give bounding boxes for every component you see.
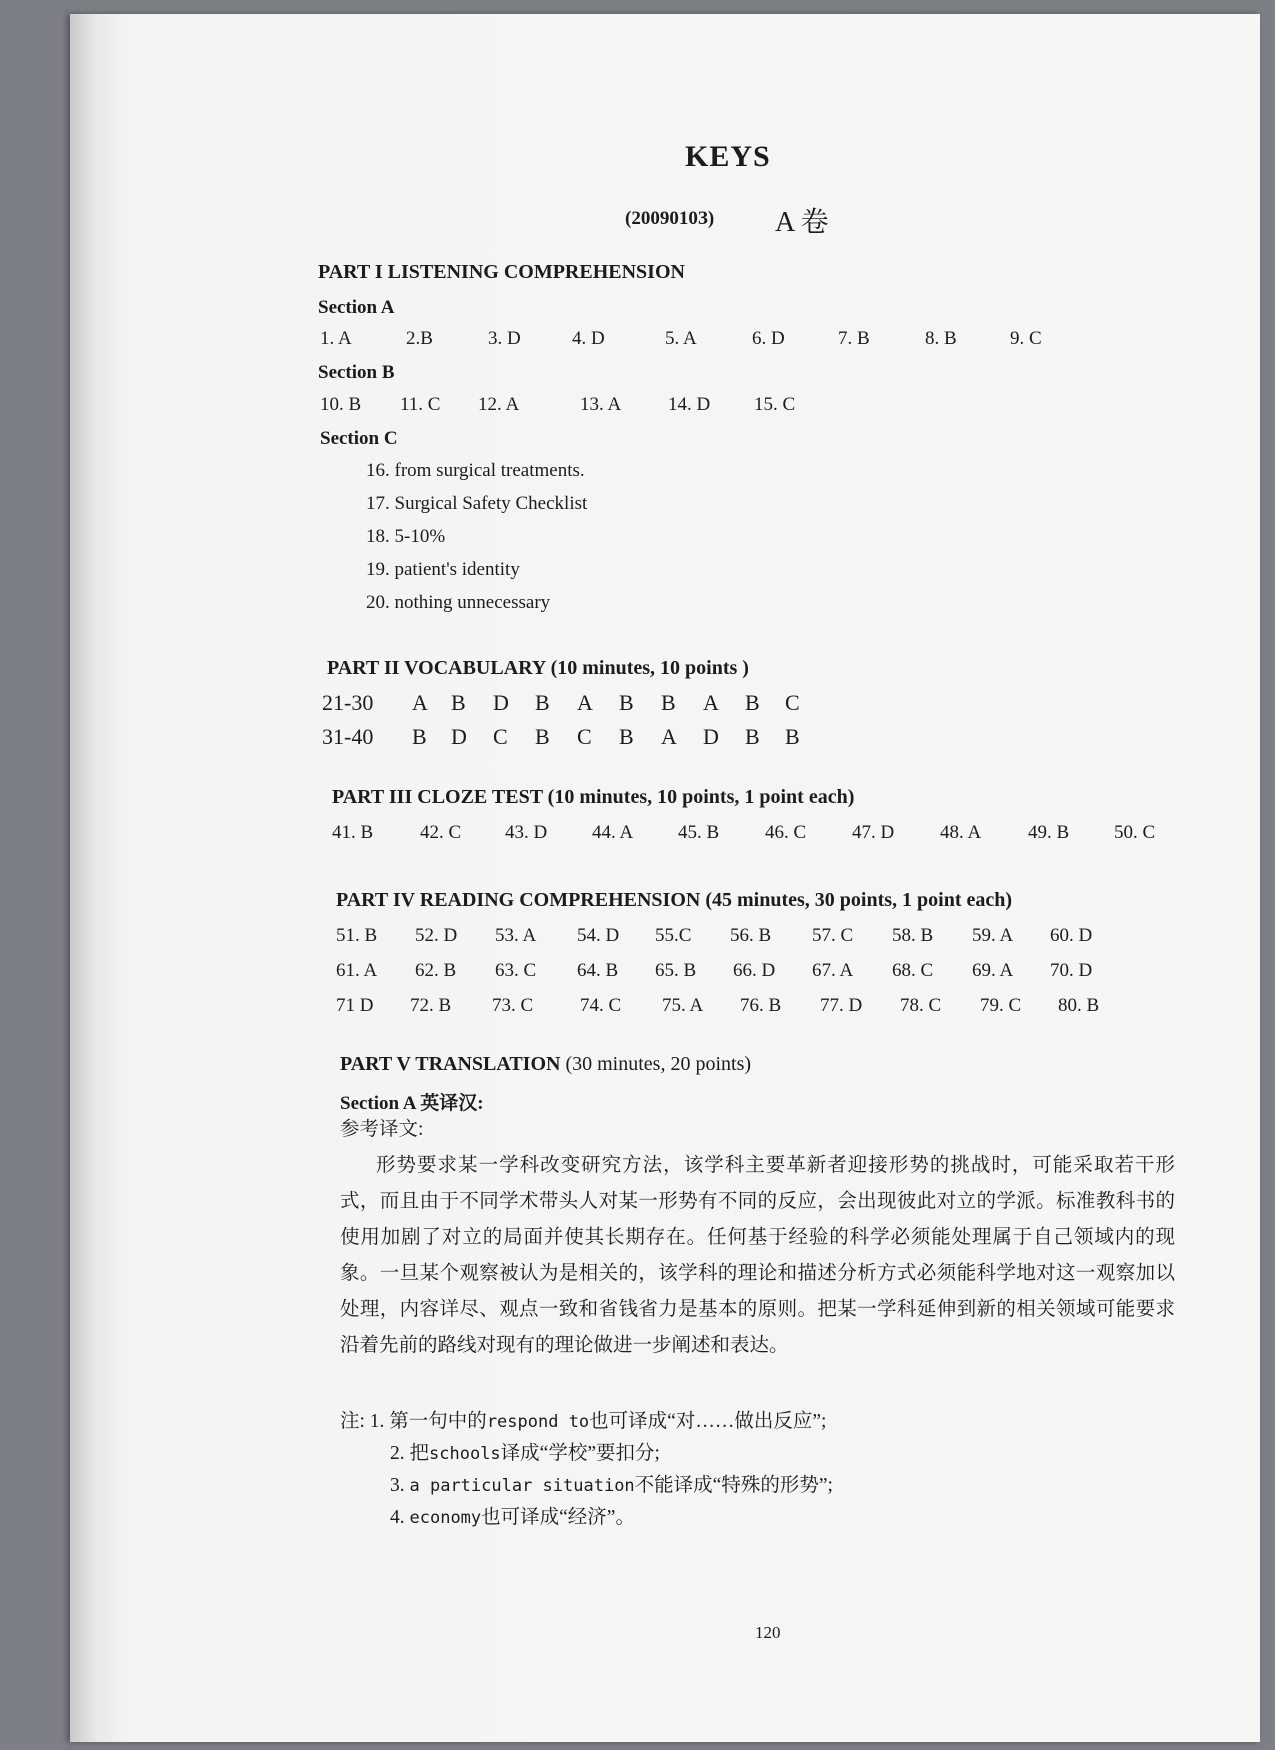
note-1 bbox=[340, 1404, 826, 1440]
answer-54: 54. D bbox=[577, 925, 620, 946]
answer-15: 15. C bbox=[754, 394, 796, 415]
answer-45: 45. B bbox=[678, 822, 720, 843]
vocab-answer: B bbox=[745, 724, 760, 749]
vocab-answer: D bbox=[703, 724, 719, 749]
vocab-answer: A bbox=[577, 690, 593, 715]
answer-3: 3. D bbox=[488, 328, 521, 349]
answer-14: 14. D bbox=[668, 394, 711, 415]
answer-5: 5. A bbox=[665, 328, 697, 349]
answer-9: 9. C bbox=[1010, 328, 1042, 349]
vocab-answer: D bbox=[493, 690, 509, 715]
answer-75: 75. A bbox=[662, 995, 704, 1016]
answer-71: 71 D bbox=[336, 995, 374, 1016]
answer-20: 20. nothing unnecessary bbox=[366, 592, 551, 613]
answer-16: 16. from surgical treatments. bbox=[366, 460, 585, 481]
answer-69: 69. A bbox=[972, 960, 1014, 981]
answer-56: 56. B bbox=[730, 925, 772, 946]
answer-65: 65. B bbox=[655, 960, 697, 981]
vocab-answer: A bbox=[703, 690, 719, 715]
vocab-answer: C bbox=[577, 724, 592, 749]
answer-60: 60. D bbox=[1050, 925, 1093, 946]
translation-text: 形势要求某一学科改变研究方法，该学科主要革新者迎接形势的挑战时，可能采取若干形式，而且由于不同学术带头人对某一形势有不同的反应，会出现彼此对立的学派。标准教科书的使用加剧了对立的局面并使其长期存在。任何基于经验的科学必须能处理属于自己领域内的现象。一旦某个观察被认为是相关的，该学科的理论和描述分析方式必须能科学地对这一观察加以处理，内容详尽、观点一致和省钱省力是基本的原则。把某一学科延伸到新的相关领域可能要求沿着先前的路线对现有的理论做进一步阐述和表达。 bbox=[340, 1155, 1175, 1356]
part5-heading-rest: (30 minutes, 20 points) bbox=[560, 1053, 752, 1075]
answer-63: 63. C bbox=[495, 960, 537, 981]
answer-50: 50. C bbox=[1114, 822, 1156, 843]
answer-57: 57. C bbox=[812, 925, 854, 946]
vocab-answer: D bbox=[451, 724, 467, 749]
answer-80: 80. B bbox=[1058, 995, 1100, 1016]
answer-53: 53. A bbox=[495, 925, 537, 946]
answer-8: 8. B bbox=[925, 328, 957, 349]
vocab-answer: C bbox=[785, 690, 800, 715]
answer-59: 59. A bbox=[972, 925, 1014, 946]
page-number: 120 bbox=[755, 1623, 781, 1642]
part4-heading: PART IV READING COMPREHENSION (45 minutes, 30 points, 1 point each) bbox=[336, 889, 1013, 911]
answer-48: 48. A bbox=[940, 822, 982, 843]
answer-18: 18. 5-10% bbox=[366, 526, 446, 547]
note-4-post: 也可译成“经济”。 bbox=[481, 1507, 635, 1528]
part5-section-a-heading: Section A 英译汉: bbox=[340, 1093, 484, 1114]
answer-61: 61. A bbox=[336, 960, 378, 981]
part1-section-c-heading: Section C bbox=[320, 428, 398, 449]
answer-77: 77. D bbox=[820, 995, 863, 1016]
part5-heading bbox=[340, 1053, 751, 1076]
vocab-answer: B bbox=[745, 690, 760, 715]
answer-10: 10. B bbox=[320, 394, 362, 415]
paper-code: (2009010З) bbox=[625, 208, 715, 229]
answer-52: 52. D bbox=[415, 925, 458, 946]
answer-64: 64. B bbox=[577, 960, 619, 981]
vocab-answer: B bbox=[451, 690, 466, 715]
answer-67: 67. A bbox=[812, 960, 854, 981]
vocab-answer: B bbox=[412, 724, 427, 749]
part1-section-b-heading: Section B bbox=[318, 362, 395, 383]
paper-label: A 卷 bbox=[775, 207, 829, 238]
part3-heading: PART III CLOZE TEST (10 minutes, 10 points, 1 point each) bbox=[332, 786, 855, 808]
note-2-code: schools bbox=[429, 1444, 501, 1464]
answer-73: 73. C bbox=[492, 995, 534, 1016]
reference-translation-label: 参考译文: bbox=[340, 1119, 424, 1140]
vocab-range: 31-40 bbox=[322, 724, 374, 749]
answer-11: 11. C bbox=[400, 394, 441, 415]
vocab-answer: B bbox=[535, 724, 550, 749]
part2-heading: PART II VOCABULARY (10 minutes, 10 points ) bbox=[327, 657, 749, 679]
answer-62: 62. B bbox=[415, 960, 457, 981]
vocab-answer: A bbox=[661, 724, 677, 749]
answer-70: 70. D bbox=[1050, 960, 1093, 981]
page-title: KEYS bbox=[685, 140, 771, 173]
answer-2: 2.B bbox=[406, 328, 433, 349]
answer-55: 55.C bbox=[655, 925, 692, 946]
answer-44: 44. A bbox=[592, 822, 634, 843]
vocab-answer: C bbox=[493, 724, 508, 749]
answer-66: 66. D bbox=[733, 960, 776, 981]
vocab-answer: B bbox=[535, 690, 550, 715]
answer-13: 13. A bbox=[580, 394, 622, 415]
note-3 bbox=[390, 1468, 833, 1504]
answer-47: 47. D bbox=[852, 822, 895, 843]
note-4 bbox=[390, 1500, 635, 1536]
vocab-answer: B bbox=[619, 724, 634, 749]
answer-7: 7. B bbox=[838, 328, 870, 349]
answer-46: 46. C bbox=[765, 822, 807, 843]
note-2-number: 2. bbox=[390, 1443, 405, 1464]
answer-12: 12. A bbox=[478, 394, 520, 415]
note-1-number: 注: 1. bbox=[340, 1411, 385, 1432]
note-4-number: 4. bbox=[390, 1507, 405, 1528]
vocab-answer: B bbox=[661, 690, 676, 715]
answer-58: 58. B bbox=[892, 925, 934, 946]
answer-74: 74. C bbox=[580, 995, 622, 1016]
part1-heading: PART I LISTENING COMPREHENSION bbox=[318, 261, 685, 283]
vocab-answer: B bbox=[785, 724, 800, 749]
part1-section-a-heading: Section A bbox=[318, 297, 395, 318]
answer-43: 43. D bbox=[505, 822, 548, 843]
answer-19: 19. patient's identity bbox=[366, 559, 520, 580]
note-3-number: 3. bbox=[390, 1475, 405, 1496]
note-1-pre: 第一句中的 bbox=[389, 1411, 487, 1432]
answer-68: 68. C bbox=[892, 960, 934, 981]
answer-78: 78. C bbox=[900, 995, 942, 1016]
vocab-range: 21-30 bbox=[322, 690, 374, 715]
reference-translation-paragraph bbox=[340, 1148, 1175, 1364]
answer-42: 42. C bbox=[420, 822, 462, 843]
note-1-code: respond to bbox=[486, 1412, 590, 1432]
note-3-post: 不能译成“特殊的形势”; bbox=[634, 1475, 833, 1496]
vocab-answer: A bbox=[412, 690, 428, 715]
part5-heading-bold: PART V TRANSLATION bbox=[340, 1053, 561, 1075]
answer-72: 72. B bbox=[410, 995, 452, 1016]
note-2 bbox=[390, 1436, 660, 1472]
answer-51: 51. B bbox=[336, 925, 378, 946]
answer-1: 1. A bbox=[320, 328, 352, 349]
note-1-post: 也可译成“对……做出反应”; bbox=[589, 1411, 827, 1432]
answer-79: 79. C bbox=[980, 995, 1022, 1016]
note-2-pre: 把 bbox=[409, 1443, 430, 1464]
note-4-code: economy bbox=[409, 1508, 482, 1528]
answer-4: 4. D bbox=[572, 328, 605, 349]
answer-6: 6. D bbox=[752, 328, 785, 349]
answer-17: 17. Surgical Safety Checklist bbox=[366, 493, 588, 514]
answer-41: 41. B bbox=[332, 822, 374, 843]
note-3-code: a particular situation bbox=[409, 1476, 635, 1496]
answer-76: 76. B bbox=[740, 995, 782, 1016]
vocab-answer: B bbox=[619, 690, 634, 715]
answer-49: 49. B bbox=[1028, 822, 1070, 843]
note-2-post: 译成“学校”要扣分; bbox=[500, 1443, 660, 1464]
